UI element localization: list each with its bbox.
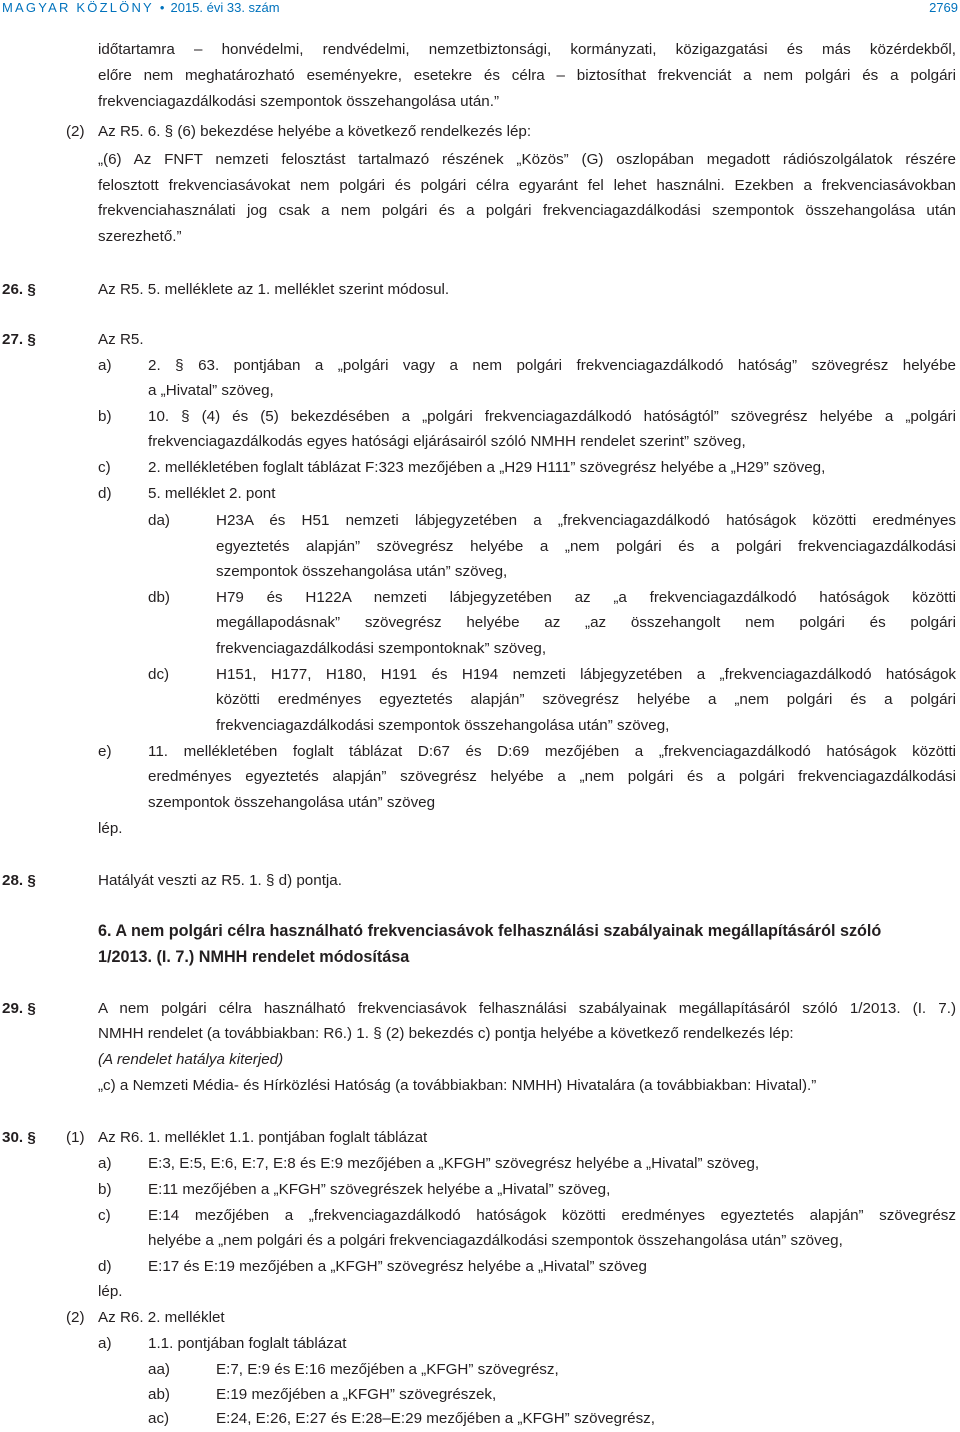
point-text: E:14 mezőjében a „frekvenciagazdálkodó hatóságok közötti eredményes egyeztetés alapján” szövegrész (148, 1207, 956, 1224)
point-text: eredményes egyeztetés alapján” szövegrész helyébe a „nem polgári és a polgári frekvenciagazdálkodási (148, 768, 956, 785)
paragraph-number: (2) (66, 1309, 85, 1326)
point-text: a „Hivatal” szöveg, (148, 382, 274, 399)
subpoint-text: szempontok összehangolása után” szöveg, (216, 563, 508, 580)
subpoint-text: E:24, E:26, E:27 és E:28–E:29 mezőjében a „KFGH” szövegrész, (216, 1410, 655, 1427)
point-label: c) (98, 459, 111, 476)
point-text: frekvenciagazdálkodás egyes hatósági eljárásairól szóló NMHH rendelet szerint” szöveg, (148, 433, 746, 450)
section-text: Az R5. (98, 331, 144, 348)
point-label: e) (98, 743, 112, 760)
bullet-separator: • (159, 0, 165, 15)
page-number: 2769 (929, 0, 958, 15)
subpoint-text: E:19 mezőjében a „KFGH” szövegrészek, (216, 1386, 497, 1403)
point-label: b) (98, 1181, 112, 1198)
paragraph-text: Az R6. 1. melléklet 1.1. pontjában foglalt táblázat (98, 1129, 428, 1146)
subpoint-label: da) (148, 512, 170, 529)
intro-line: frekvenciagazdálkodási szempontok összehangolása után.” (98, 93, 500, 110)
point-label: a) (98, 1155, 112, 1172)
point-text: E:3, E:5, E:6, E:7, E:8 és E:9 mezőjében a „KFGH” szövegrész helyébe a „Hivatal” szöveg, (148, 1155, 760, 1172)
subpoint-text: megállapodásnak” szövegrész helyébe az „az összehangolt nem polgári és polgári (216, 614, 956, 631)
point-label: d) (98, 485, 112, 502)
closing-verb: lép. (98, 820, 123, 837)
point-text: szempontok összehangolása után” szöveg (148, 794, 436, 811)
chapter-title: 1/2013. (I. 7.) NMHH rendelet módosítása (98, 948, 410, 966)
subpoint-text: E:7, E:9 és E:16 mezőjében a „KFGH” szövegrész, (216, 1361, 559, 1378)
section-number: 29. § (2, 1000, 36, 1017)
subpoint-label: db) (148, 589, 170, 606)
subpoint-label: dc) (148, 666, 170, 683)
subpoint-text: H23A és H51 nemzeti lábjegyzetében a „frekvenciagazdálkodó hatóságok közötti eredményes (216, 512, 956, 529)
paragraph-number: (2) (66, 123, 85, 140)
issue-number: 2015. évi 33. szám (170, 0, 280, 15)
point-text: 11. mellékletében foglalt táblázat D:67 és D:69 mezőjében a „frekvenciagazdálkodó hatóságok közötti (148, 743, 956, 760)
subpoint-label: ac) (148, 1410, 170, 1427)
quoted-provision-line: frekvenciahasználati jog csak a nem polgári és a polgári frekvenciagazdálkodási szempontok összehangolása után (98, 202, 956, 219)
page-header (0, 0, 960, 18)
subpoint-text: egyeztetés alapján” szövegrész helyébe a „nem polgári és a polgári frekvenciagazdálkodási (216, 538, 956, 555)
paragraph-text: Az R5. 6. § (6) bekezdése helyébe a következő rendelkezés lép: (98, 123, 532, 140)
intro-line: időtartamra – honvédelmi, rendvédelmi, nemzetbiztonsági, kormányzati, közigazgatási és más közérdekből, (98, 41, 956, 58)
quoted-provision-line: szerezhető.” (98, 228, 182, 245)
point-text: 2. mellékletében foglalt táblázat F:323 mezőjében a „H29 H111” szövegrész helyébe a „H29” szöveg, (148, 459, 826, 476)
point-label: a) (98, 357, 112, 374)
quoted-provision-line: felosztott frekvenciasávokat nem polgári és polgári célra egyaránt fel lehet használni. Ezekben a frekvenciasávokban (98, 177, 956, 194)
subpoint-text: frekvenciagazdálkodási szempontok összehangolása után” szöveg, (216, 717, 670, 734)
point-text: 2. § 63. pontjában a „polgári vagy a nem polgári frekvenciagazdálkodó hatóság” szövegrész helyébe (148, 357, 956, 374)
paragraph-text: Az R6. 2. melléklet (98, 1309, 225, 1326)
section-text: NMHH rendelet (a továbbiakban: R6.) 1. § (2) bekezdés c) pontja helyébe a következő rendelkezés lép: (98, 1025, 794, 1042)
point-label: d) (98, 1258, 112, 1275)
subpoint-label: ab) (148, 1386, 170, 1403)
point-text: 1.1. pontjában foglalt táblázat (148, 1335, 347, 1352)
subpoint-text: frekvenciagazdálkodási szempontoknak” szöveg, (216, 640, 547, 657)
point-text: 10. § (4) és (5) bekezdésében a „polgári frekvenciagazdálkodó hatóságtól” szövegrész helyébe a „polgári (148, 408, 956, 425)
subpoint-text: közötti eredményes egyeztetés alapján” szövegrész helyébe a „nem polgári és a polgári (216, 691, 956, 708)
section-text: A nem polgári célra használható frekvenciasávok felhasználási szabályainak megállapításáról szóló 1/2013. (I. 7.) (98, 1000, 956, 1017)
point-label: a) (98, 1335, 112, 1352)
quoted-provision-line: „c) a Nemzeti Média- és Hírközlési Hatóság (a továbbiakban: NMHH) Hivatalára (a továbbiakban: Hivatal).” (98, 1077, 817, 1094)
section-text: Hatályát veszti az R5. 1. § d) pontja. (98, 872, 342, 889)
point-text: E:17 és E:19 mezőjében a „KFGH” szövegrész helyébe a „Hivatal” szöveg (148, 1258, 647, 1275)
closing-verb: lép. (98, 1283, 123, 1300)
running-head (2, 0, 280, 15)
journal-title: MAGYAR KÖZLÖNY (2, 0, 154, 15)
context-line: (A rendelet hatálya kiterjed) (98, 1051, 284, 1068)
point-label: c) (98, 1207, 111, 1224)
paragraph-number: (1) (66, 1129, 85, 1146)
point-text: E:11 mezőjében a „KFGH” szövegrészek helyébe a „Hivatal” szöveg, (148, 1181, 611, 1198)
quoted-provision-line: „(6) Az FNFT nemzeti felosztást tartalmazó részének „Közös” (G) oszlopában megadott rádiószolgálatok részére (98, 151, 956, 168)
section-text: Az R5. 5. melléklete az 1. melléklet szerint módosul. (98, 281, 450, 298)
subpoint-text: H79 és H122A nemzeti lábjegyzetében az „a frekvenciagazdálkodó hatóságok közötti (216, 589, 956, 606)
subpoint-label: aa) (148, 1361, 170, 1378)
section-number: 27. § (2, 331, 36, 348)
section-number: 28. § (2, 872, 36, 889)
subpoint-text: H151, H177, H180, H191 és H194 nemzeti lábjegyzetében a „frekvenciagazdálkodó hatóságok (216, 666, 956, 683)
section-number: 26. § (2, 281, 36, 298)
intro-line: előre nem meghatározható eseményekre, esetekre és célra – biztosíthat frekvenciát a nem polgári és a polgári (98, 67, 956, 84)
section-number: 30. § (2, 1129, 36, 1146)
chapter-title: 6. A nem polgári célra használható frekvenciasávok felhasználási szabályainak megállapításáról szóló (98, 922, 882, 940)
point-text: helyébe a „nem polgári és a polgári frekvenciagazdálkodási szempontok összehangolása után” szöveg, (148, 1232, 843, 1249)
point-text: 5. melléklet 2. pont (148, 485, 276, 502)
point-label: b) (98, 408, 112, 425)
